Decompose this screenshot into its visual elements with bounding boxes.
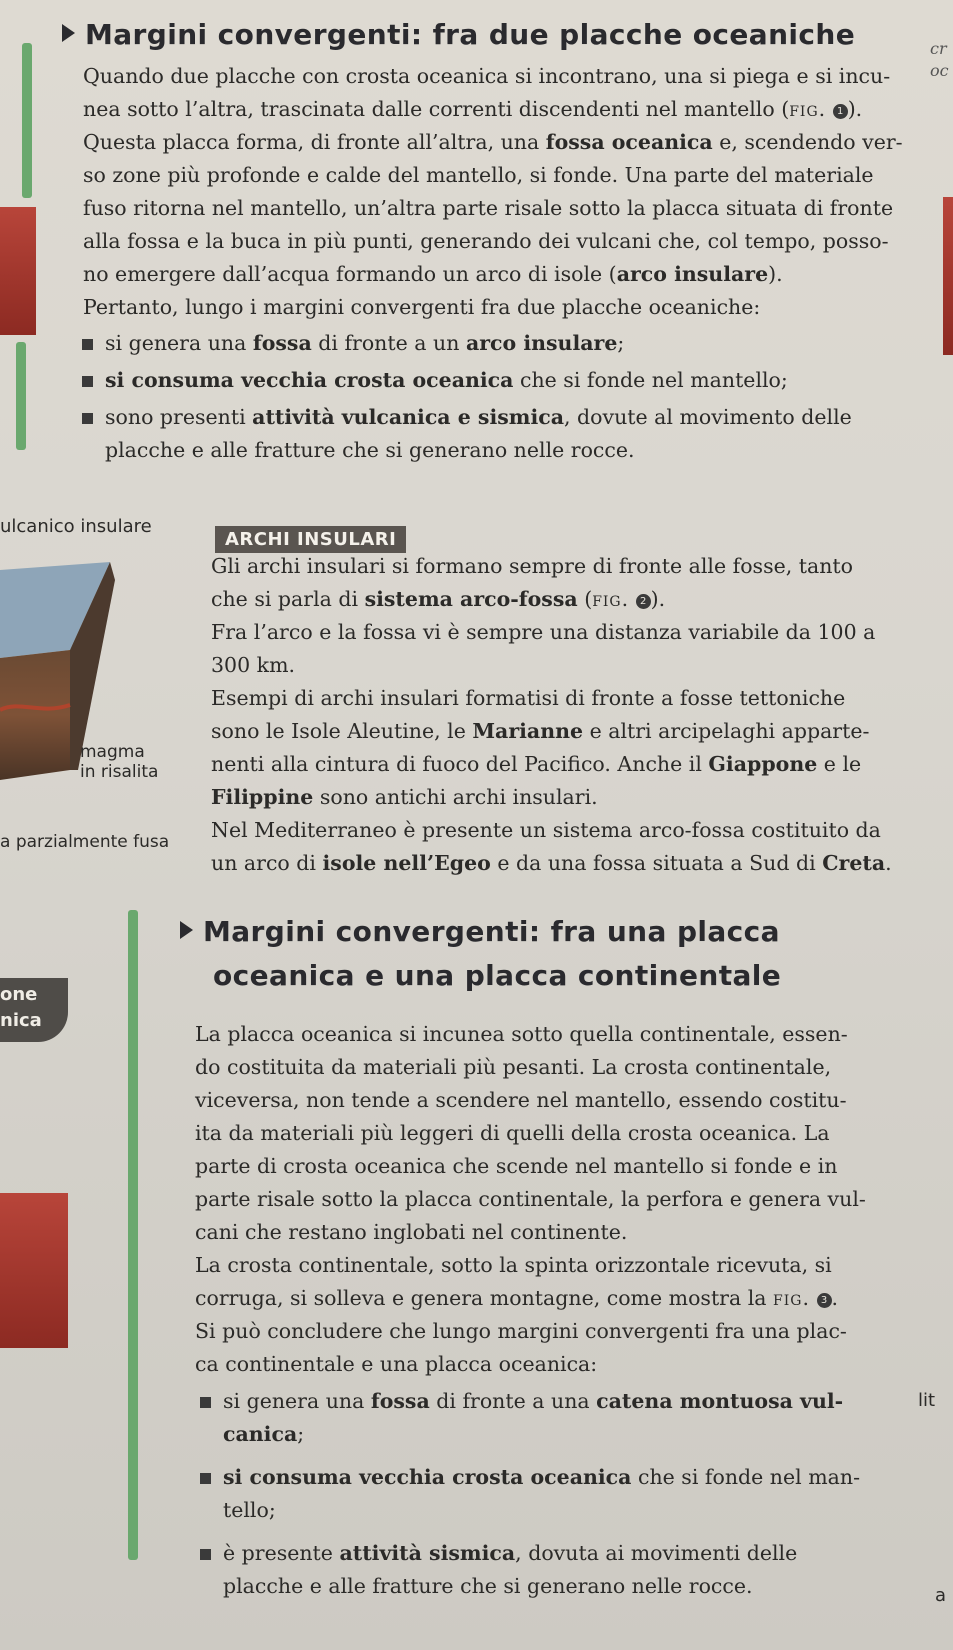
margin-green-bar-bottom: [128, 910, 138, 1560]
text-line: do costituita da materiali più pesanti. La crosta continentale,: [195, 1055, 832, 1079]
margin-red-block-right: [943, 197, 953, 355]
text-line: cani che restano inglobati nel continente.: [195, 1220, 628, 1244]
margin-green-bar-mid: [16, 342, 26, 450]
bullet-square-icon: [200, 1397, 211, 1408]
figure-number-badge[interactable]: 2: [636, 594, 651, 609]
text-line: un arco di isole nell’Egeo e da una fossa situata a Sud di Creta.: [211, 851, 892, 875]
text-line: Filippine sono antichi archi insulari.: [211, 785, 598, 809]
text-line: Quando due placche con crosta oceanica si incontrano, una si piega e si incu-: [83, 64, 891, 88]
margin-red-block-top: [0, 207, 36, 335]
archi-paragraph: [211, 550, 892, 880]
margin-note-bottom-right-2: a: [935, 1585, 947, 1606]
text-line: La crosta continentale, sotto la spinta orizzontale ricevuta, si: [195, 1253, 832, 1277]
text-line: 300 km.: [211, 653, 296, 677]
figure-number-badge[interactable]: 1: [833, 104, 848, 119]
label-magma: magma in risalita: [80, 742, 159, 782]
text-line: Si può concludere che lungo margini convergenti fra una plac-: [195, 1319, 847, 1343]
text-line: viceversa, non tende a scendere nel mantello, essendo costitu-: [195, 1088, 847, 1112]
block-front: [0, 650, 70, 780]
figure-number-badge[interactable]: 3: [817, 1293, 832, 1308]
text-line: che si parla di sistema arco-fossa (fig. 2 ).: [211, 587, 666, 611]
list-item-continuation: tello;: [223, 1498, 276, 1522]
text-line: parte risale sotto la placca continentale, la perfora e genera vul-: [195, 1187, 866, 1211]
section2-title: Margini convergenti: fra una placca oceanica e una placca continentale: [180, 910, 781, 998]
list-item: si genera una fossa di fronte a un arco insulare;: [82, 327, 852, 360]
text-line: Questa placca forma, di fronte all’altra, una fossa oceanica e, scendendo ver-: [83, 130, 903, 154]
list-item: è presente attività sismica, dovuta ai movimenti delle: [200, 1537, 860, 1570]
label-partially-molten: a parzialmente fusa: [0, 832, 170, 852]
list-item: si consuma vecchia crosta oceanica che si fonde nel man-: [200, 1461, 860, 1494]
arrow-right-icon: [180, 921, 193, 939]
text-line: ca continentale e una placca oceanica:: [195, 1352, 598, 1376]
bullet-square-icon: [82, 339, 93, 350]
section2-paragraph: [195, 1018, 866, 1381]
text-line: fuso ritorna nel mantello, un’altra parte risale sotto la placca situata di fronte: [83, 196, 894, 220]
text-line: nenti alla cintura di fuoco del Pacifico. Anche il Giappone e le: [211, 752, 862, 776]
margin-note-bottom-right-1: lit: [918, 1390, 936, 1411]
archi-insulari-badge: ARCHI INSULARI: [215, 526, 406, 553]
section1-paragraph: [83, 60, 903, 324]
text-line: Pertanto, lungo i margini convergenti fra due placche oceaniche:: [83, 295, 761, 319]
list-item: si consuma vecchia crosta oceanica che si fonde nel mantello;: [82, 364, 852, 397]
section1-bullet-list: [82, 327, 852, 467]
text-line: no emergere dall’acqua formando un arco di isole (arco insulare).: [83, 262, 783, 286]
margin-note-top-right: cr oc: [930, 39, 949, 80]
text-line: ita da materiali più leggeri di quelli della crosta oceanica. La: [195, 1121, 830, 1145]
text-line: nea sotto l’altra, trascinata dalle correnti discendenti nel mantello (fig. 1 ).: [83, 97, 863, 121]
bullet-square-icon: [82, 413, 93, 424]
text-line: Esempi di archi insulari formatisi di fronte a fosse tettoniche: [211, 686, 846, 710]
arrow-right-icon: [62, 24, 75, 42]
list-item: si genera una fossa di fronte a una catena montuosa vul-: [200, 1385, 860, 1418]
text-line: parte di crosta oceanica che scende nel mantello si fonde e in: [195, 1154, 838, 1178]
text-line: Nel Mediterraneo è presente un sistema arco-fossa costituito da: [211, 818, 881, 842]
bullet-square-icon: [200, 1549, 211, 1560]
list-item-continuation: placche e alle fratture che si generano nelle rocce.: [105, 438, 635, 462]
list-item-continuation: canica;: [223, 1422, 305, 1446]
text-line: La placca oceanica si incunea sotto quella continentale, essen-: [195, 1022, 848, 1046]
bullet-square-icon: [82, 376, 93, 387]
bullet-square-icon: [200, 1473, 211, 1484]
text-line: Fra l’arco e la fossa vi è sempre una distanza variabile da 100 a: [211, 620, 876, 644]
list-item: sono presenti attività vulcanica e sismica, dovute al movimento delle: [82, 401, 852, 434]
margin-green-bar-top: [22, 43, 32, 198]
margin-red-block-bottom: [0, 1193, 68, 1348]
list-item-continuation: placche e alle fratture che si generano nelle rocce.: [223, 1574, 753, 1598]
text-line: Gli archi insulari si formano sempre di fronte alle fosse, tanto: [211, 554, 853, 578]
text-line: alla fossa e la buca in più punti, generando dei vulcani che, col tempo, posso-: [83, 229, 889, 253]
text-line: so zone più profonde e calde del mantello, si fonde. Una parte del materiale: [83, 163, 874, 187]
section1-title: Margini convergenti: fra due placche oceaniche: [62, 18, 855, 51]
text-line: corruga, si solleva e genera montagne, come mostra la fig. 3 .: [195, 1286, 839, 1310]
section2-bullet-list: [200, 1385, 860, 1603]
figure-caption: ulcanico insulare: [0, 516, 152, 537]
text-line: sono le Isole Aleutine, le Marianne e altri arcipelaghi apparte-: [211, 719, 870, 743]
side-tab: one nica: [0, 978, 68, 1042]
